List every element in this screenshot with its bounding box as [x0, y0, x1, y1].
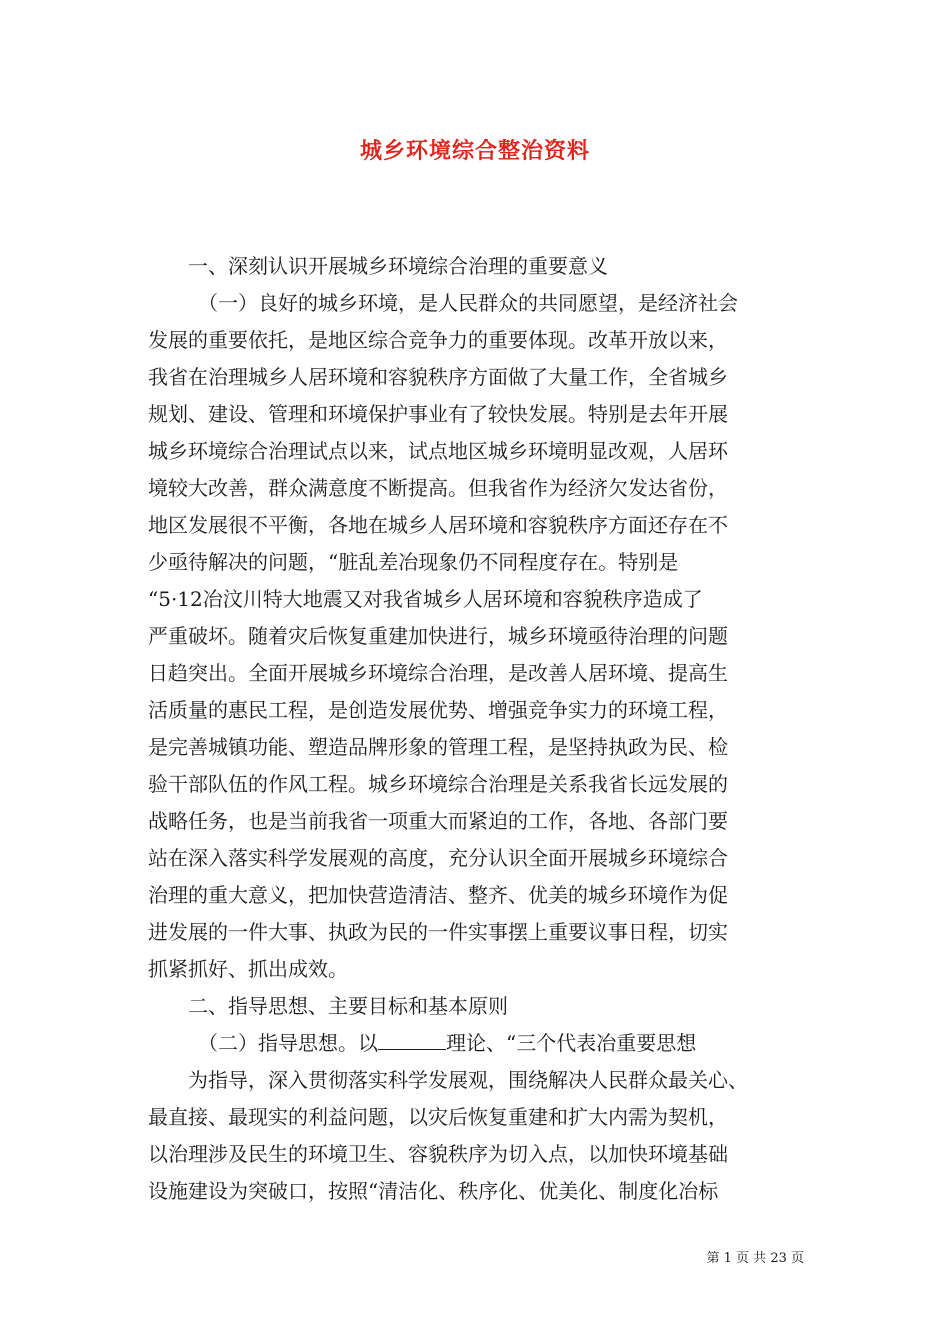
paragraph-line: （一）良好的城乡环境，是人民群众的共同愿望，是经济社会	[198, 291, 738, 315]
paragraph-line: 最直接、最现实的利益问题，以灾后恢复重建和扩大内需为契机，	[148, 1105, 728, 1129]
document-title: 城乡环境综合整治资料	[359, 138, 590, 164]
paragraph-line: 站在深入落实科学发展观的高度，充分认识全面开展城乡环境综合	[148, 846, 728, 870]
paragraph-line: 设施建设为突破口，按照“清洁化、秩序化、优美化、制度化冶标	[148, 1179, 719, 1203]
guiding-line-before: （二）指导思想。以	[198, 1031, 378, 1055]
page-number: 第 1 页 共 23 页	[706, 1251, 804, 1266]
paragraph-line: 少亟待解决的问题，“脏乱差冶现象仍不同程度存在。特别是	[148, 550, 679, 574]
paragraph-line: 是完善城镇功能、塑造品牌形象的管理工程，是坚持执政为民、检	[148, 735, 728, 759]
paragraph-line: 进发展的一件大事、执政为民的一件实事摆上重要议事日程，切实	[148, 920, 728, 944]
paragraph-line: 治理的重大意义，把加快营造清洁、整齐、优美的城乡环境作为促	[148, 883, 728, 907]
paragraph-line: 验干部队伍的作风工程。城乡环境综合治理是关系我省长远发展的	[148, 772, 728, 796]
paragraph-line: 严重破坏。随着灾后恢复重建加快进行，城乡环境亟待治理的问题	[148, 624, 728, 648]
guiding-line-after: 理论、“三个代表冶重要思想	[446, 1031, 697, 1055]
heading-2: 二、指导思想、主要目标和基本原则	[188, 994, 508, 1018]
paragraph-line: 战略任务，也是当前我省一项重大而紧迫的工作，各地、各部门要	[148, 809, 728, 833]
paragraph-line: 抓紧抓好、抓出成效。	[148, 957, 348, 981]
paragraph-line: 规划、建设、管理和环境保护事业有了较快发展。特别是去年开展	[148, 402, 728, 426]
blank-underline	[378, 1029, 446, 1050]
paragraph-line: 发展的重要依托，是地区综合竞争力的重要体现。改革开放以来，	[148, 328, 728, 352]
paragraph-line: “5·12冶汶川特大地震又对我省城乡人居环境和容貌秩序造成了	[148, 587, 703, 611]
paragraph-line: 我省在治理城乡人居环境和容貌秩序方面做了大量工作，全省城乡	[148, 365, 728, 389]
paragraph-line: 地区发展很不平衡，各地在城乡人居环境和容貌秩序方面还存在不	[148, 513, 728, 537]
document-body	[148, 248, 808, 1210]
paragraph-line: 以治理涉及民生的环境卫生、容貌秩序为切入点，以加快环境基础	[148, 1142, 728, 1166]
paragraph-line: 境较大改善，群众满意度不断提高。但我省作为经济欠发达省份，	[148, 476, 728, 500]
paragraph-line: 为指导，深入贯彻落实科学发展观，围绕解决人民群众最关心、	[188, 1068, 748, 1092]
guiding-line	[148, 1025, 808, 1062]
paragraph-line: 活质量的惠民工程，是创造发展优势、增强竞争实力的环境工程，	[148, 698, 728, 722]
paragraph-line: 日趋突出。全面开展城乡环境综合治理，是改善人居环境、提高生	[148, 661, 728, 685]
heading-1: 一、深刻认识开展城乡环境综合治理的重要意义	[188, 254, 608, 278]
paragraph-line: 城乡环境综合治理试点以来，试点地区城乡环境明显改观，人居环	[148, 439, 728, 463]
